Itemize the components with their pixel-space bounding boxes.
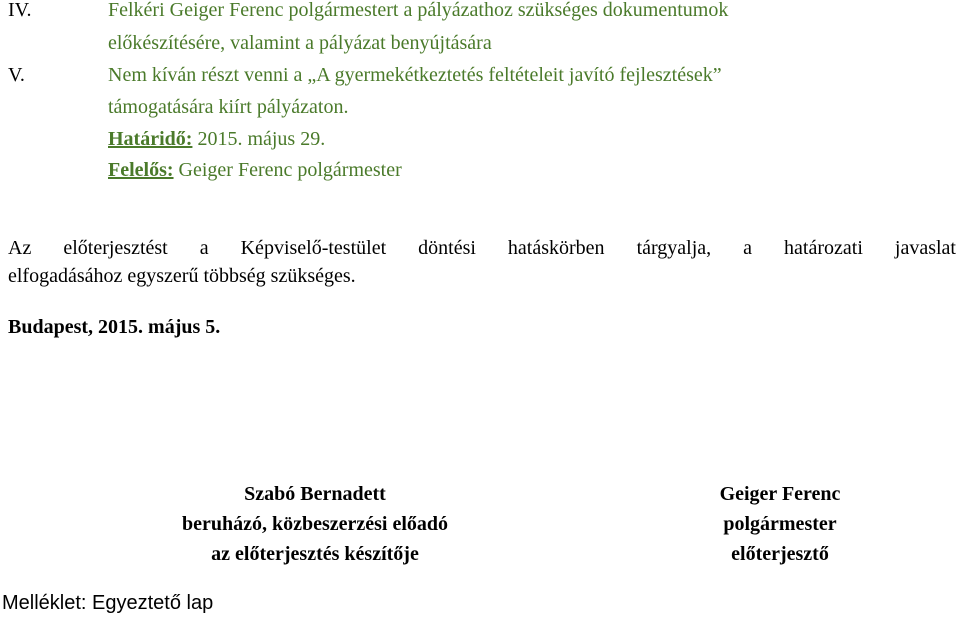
- signature-right-role: előterjesztő: [731, 543, 829, 565]
- responsible-line: [108, 156, 402, 184]
- paragraph-line-2: elfogadásához egyszerű többség szükséges.: [8, 265, 356, 287]
- item-number-v: V.: [8, 64, 25, 86]
- responsible-value: Geiger Ferenc polgármester: [173, 159, 402, 181]
- signature-left-name: Szabó Bernadett: [244, 483, 386, 505]
- signature-right-title: polgármester: [723, 513, 837, 535]
- item-number-iv: IV.: [8, 0, 32, 21]
- attachment-note: Melléklet: Egyeztető lap: [2, 592, 214, 614]
- item-v-line-1: Nem kíván részt venni a „A gyermekétkeztetés feltételeit javító fejlesztések”: [108, 64, 722, 86]
- signature-left: [150, 479, 480, 569]
- item-iv-line-1: Felkéri Geiger Ferenc polgármestert a pályázathoz szükséges dokumentumok: [108, 0, 729, 21]
- item-v-line-2: támogatására kiírt pályázaton.: [108, 96, 349, 118]
- signature-left-role: az előterjesztés készítője: [211, 543, 419, 565]
- responsible-label: Felelős:: [108, 159, 174, 181]
- signature-right: [680, 479, 880, 569]
- paragraph-line-1: Az előterjesztést a Képviselő-testület döntési hatáskörben tárgyalja, a határozati javaslat: [8, 237, 956, 259]
- signature-left-title: beruházó, közbeszerzési előadó: [181, 513, 449, 535]
- deadline-line: [108, 125, 325, 153]
- signature-right-name: Geiger Ferenc: [719, 483, 841, 505]
- place-date: Budapest, 2015. május 5.: [8, 316, 221, 338]
- deadline-value: 2015. május 29.: [192, 128, 326, 150]
- item-iv-line-2: előkészítésére, valamint a pályázat benyújtására: [108, 32, 492, 54]
- deadline-label: Határidő:: [108, 128, 193, 150]
